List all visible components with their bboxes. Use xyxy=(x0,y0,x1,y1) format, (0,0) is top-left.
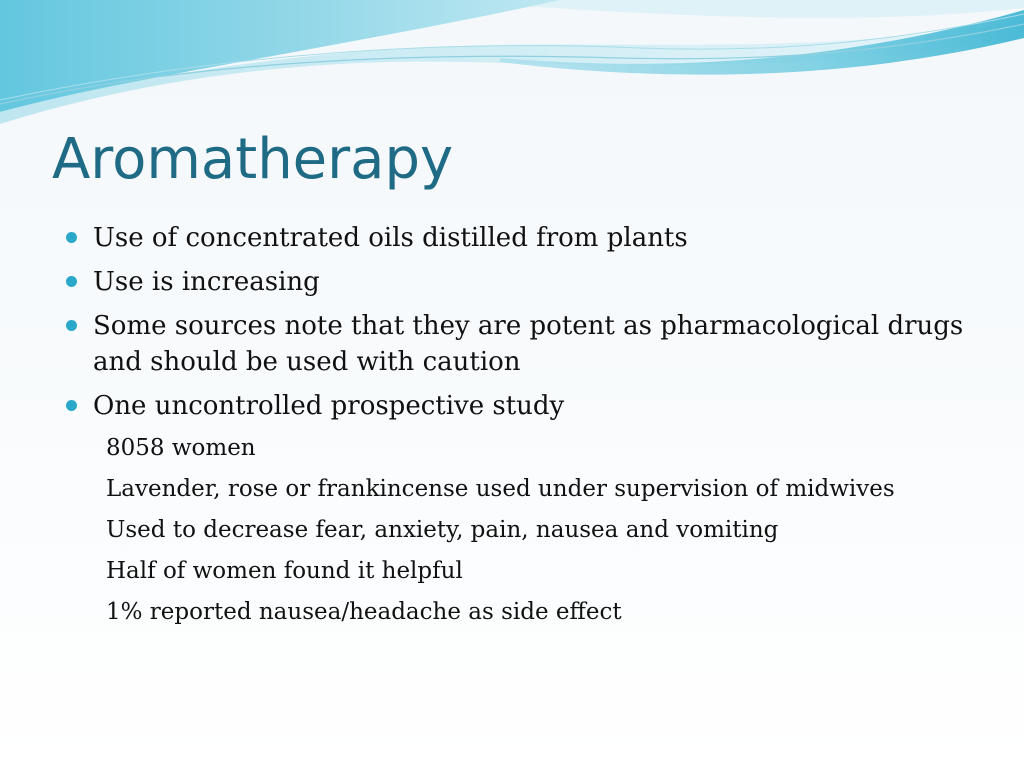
slide-content xyxy=(66,220,966,637)
bullet-item xyxy=(66,308,966,380)
slide-title: Aromatherapy xyxy=(52,127,454,192)
sub-item: Used to decrease fear, anxiety, pain, nausea and vomiting xyxy=(106,517,779,543)
sub-item: 1% reported nausea/headache as side effect xyxy=(106,599,622,625)
bullet-item xyxy=(66,388,966,424)
bullet-icon xyxy=(66,232,77,243)
sub-item: Half of women found it helpful xyxy=(106,558,463,584)
bullet-text: Use is increasing xyxy=(93,267,320,297)
bullet-icon xyxy=(66,276,77,287)
sub-item: Lavender, rose or frankincense used under supervision of midwives xyxy=(106,476,895,502)
bullet-icon xyxy=(66,320,77,331)
decorative-wave-header xyxy=(0,0,1024,130)
sub-item: 8058 women xyxy=(106,435,256,461)
bullet-icon xyxy=(66,400,77,411)
bullet-text: One uncontrolled prospective study xyxy=(93,391,565,421)
bullet-text: Use of concentrated oils distilled from plants xyxy=(93,223,688,253)
bullet-item xyxy=(66,220,966,256)
bullet-text: Some sources note that they are potent as pharmacological drugs and should be used with caution xyxy=(93,311,964,377)
bullet-item xyxy=(66,264,966,300)
